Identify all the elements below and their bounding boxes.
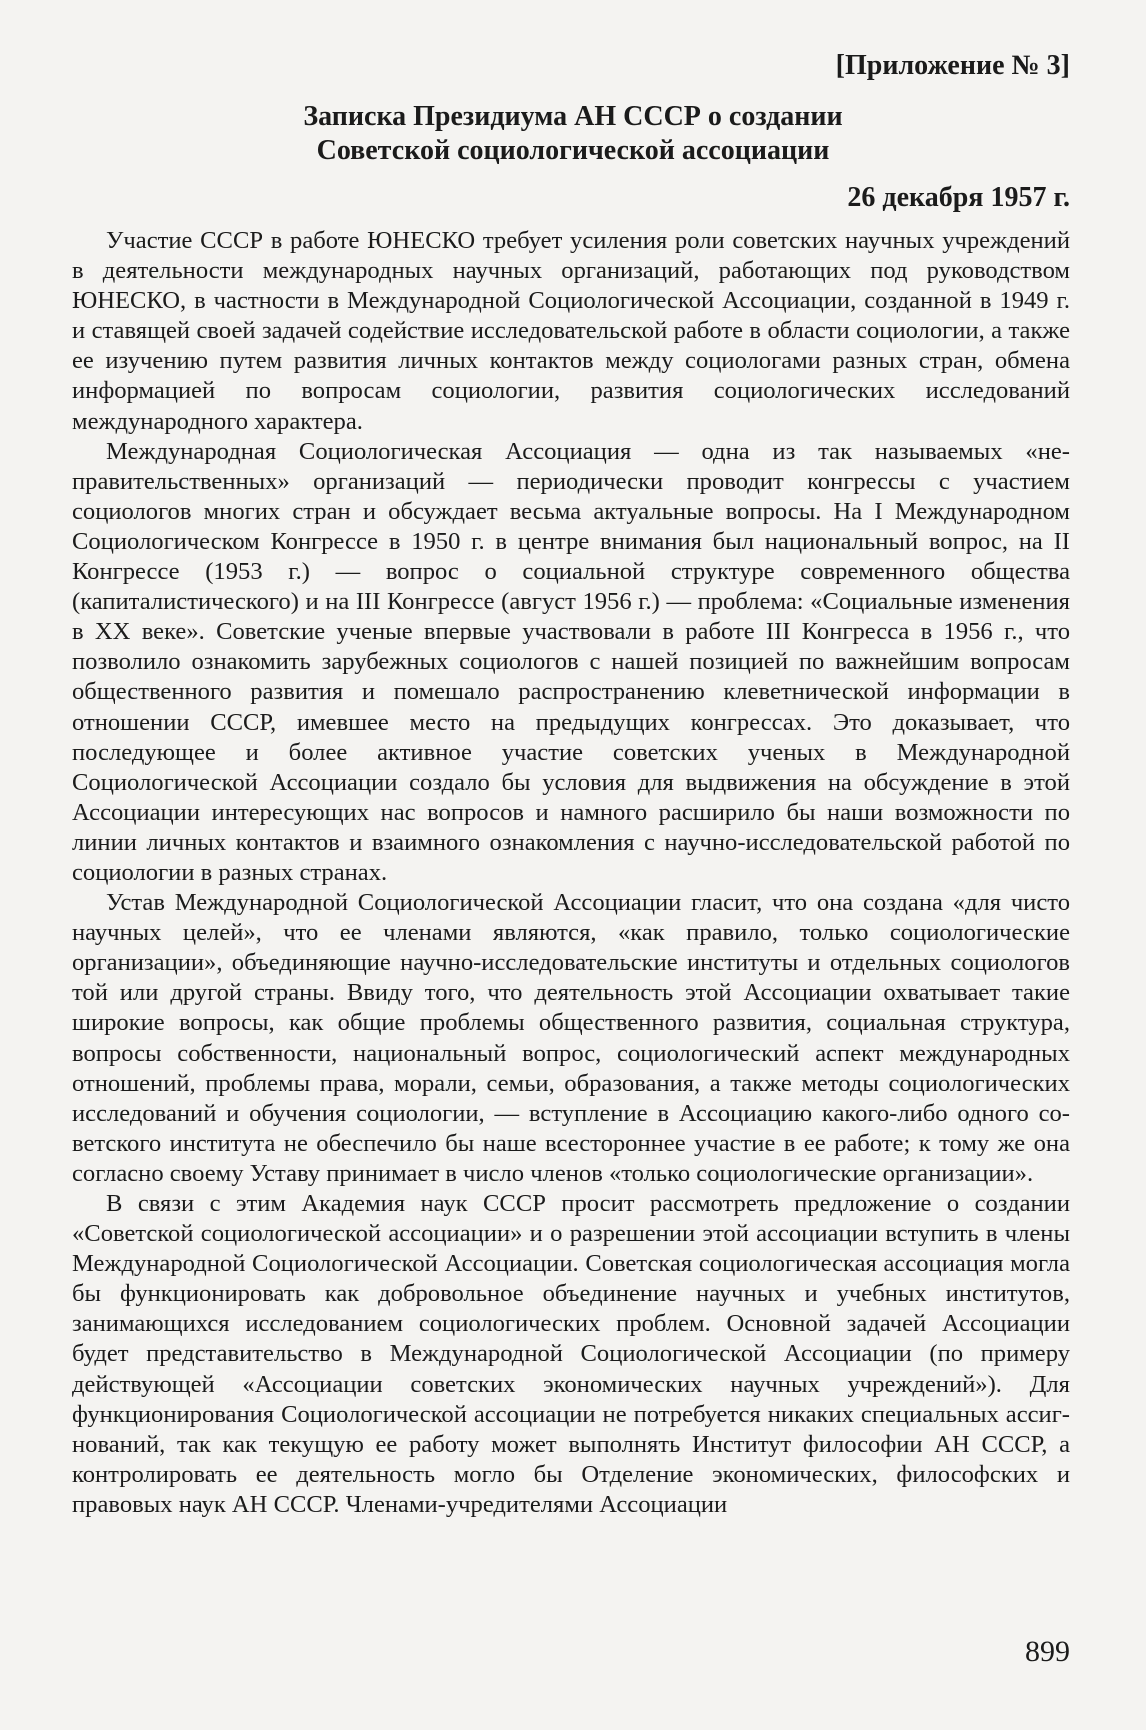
document-body	[72, 226, 1070, 1520]
paragraph-4: В связи с этим Академия наук СССР просит рассмотреть предложение о создании «Советской социологической ассоциации» и о разрешении этой ассоциации вступить в члены Международной Социологической Ассоциации. Советская социологическая ассоциация могла бы функционировать как добровольное объединение научных и учебных институтов, занимающихся исследованием социологических проблем. Основной задачей Ассоциации будет представительство в Международной Социологической Ассоциации (по примеру действующей «Ассоциации советских экономических научных учреждений»). Для функционирования Социологической ассоциации не потребуется никаких специальных ассигнований, так как текущую ее работу может выполнять Институт философии АН СССР, а контролировать ее деятельность могло бы Отделение экономических, философских и правовых наук АН СССР. Членами-учредителями Ассоциации	[72, 1190, 1070, 1518]
document-date: 26 декабря 1957 г.	[847, 182, 1070, 213]
paragraph-2: Международная Социологическая Ассоциация — одна из так называемых «неправительственных» организаций — периодически проводит конгрессы с участием социологов многих стран и обсуждает весьма актуальные вопросы. На I Международном Социологическом Конгрессе в 1950 г. в центре внимания был национальный вопрос, на II Конгрессе (1953 г.) — вопрос о социальной структуре современного общества (капиталистического) и на III Конгрессе (август 1956 г.) — проблема: «Социальные изменения в XX веке». Советские ученые впервые участвовали в работе III Конгресса в 1956 г., что позволило ознакомить зарубежных социологов с нашей позицией по важнейшим вопросам общественного развития и помешало распространению клеветнической информации в отношении СССР, имевшее место на предыдущих конгрессах. Это доказывает, что последующее и более активное участие советских ученых в Международной Социологической Ассоциации создало бы условия для выдвижения на обсуждение в этой Ассоциации интересующих нас вопросов и намного расширило бы наши возможности по линии личных контактов и взаимного ознакомления с научно-исследовательской работой по социологии в разных странах.	[72, 437, 1070, 886]
document-title-line-1: Записка Президиума АН СССР о создании	[303, 101, 843, 132]
paragraph-1: Участие СССР в работе ЮНЕСКО требует усиления роли советских научных учреждений в деятельности международных научных организаций, работающих под руководством ЮНЕСКО, в частности в Международной Социологической Ассоциации, созданной в 1949 г. и ставящей своей задачей содействие исследовательской работе в области социологии, а также ее изучению путем развития личных контактов между социологами разных стран, обмена информацией по вопросам социологии, развития социологических исследований международного характера.	[72, 227, 1070, 435]
appendix-label: [Приложение № 3]	[835, 50, 1070, 81]
page-number: 899	[1025, 1635, 1070, 1668]
document-title-line-2: Советской социологической ассоциации	[316, 135, 830, 166]
paragraph-3: Устав Международной Социологической Ассоциации гласит, что она создана «для чисто научных целей», что ее членами являются, «как правило, только социологические организации», объединяющие научно-исследовательские институты и отдельных социологов той или другой страны. Ввиду того, что деятельность этой Ассоциации охватывает такие широкие вопросы, как общие проблемы общественного развития, социальная структура, вопросы собственности, национальный вопрос, социологический аспект международных отношений, проблемы права, морали, семьи, образования, а также методы социологических исследований и обучения социологии, — вступление в Ассоциацию какого-либо одного советского института не обеспечило бы наше всестороннее участие в ее работе; к тому же она согласно своему Уставу принимает в число членов «только социологические организации».	[72, 889, 1070, 1187]
